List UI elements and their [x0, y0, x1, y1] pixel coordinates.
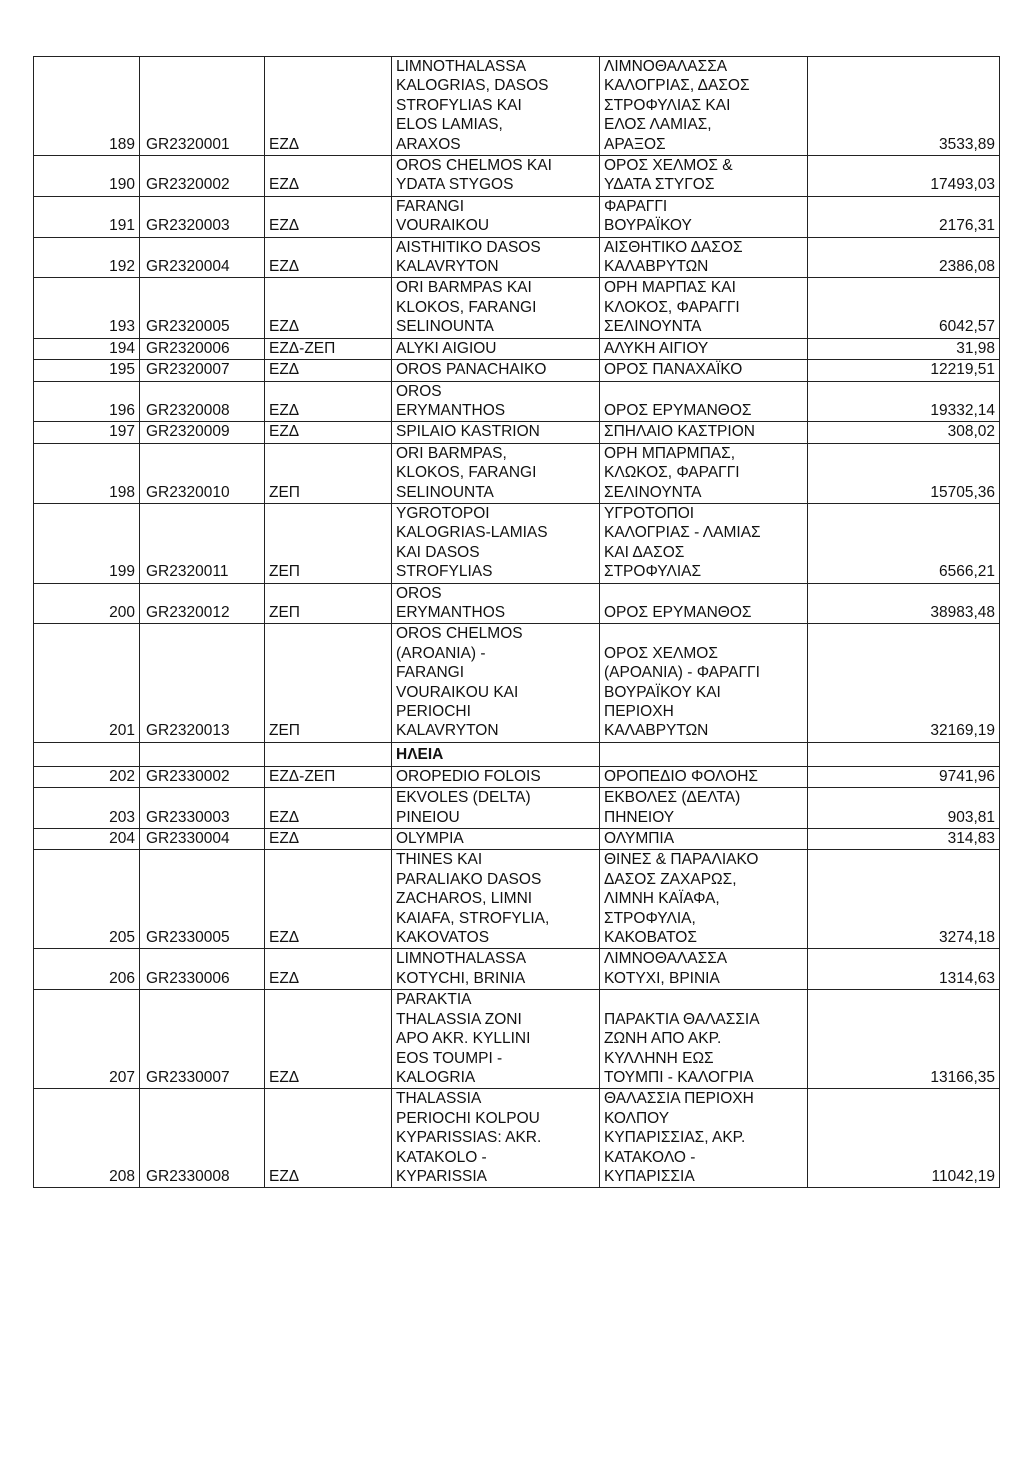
- latin-name-cell: AISTHITIKO DASOS KALAVRYTON: [392, 237, 600, 278]
- site-code-cell: GR2320007: [140, 360, 265, 381]
- latin-name-cell: SPILAIO KASTRION: [392, 422, 600, 443]
- site-code-cell: GR2320004: [140, 237, 265, 278]
- area-cell: 2386,08: [808, 237, 1000, 278]
- table-row: [34, 57, 1000, 156]
- greek-name-cell: ΟΡΟΣ ΠΑΝΑΧΑΪΚΟ: [600, 360, 808, 381]
- table-row: [34, 503, 1000, 583]
- site-type-cell: ΖΕΠ: [265, 583, 392, 624]
- area-cell: 15705,36: [808, 443, 1000, 503]
- greek-name-cell: ΟΡΟΣ ΕΡΥΜΑΝΘΟΣ: [600, 583, 808, 624]
- row-number-cell: 205: [34, 850, 140, 949]
- row-number-cell: 190: [34, 156, 140, 197]
- greek-name-cell: ΦΑΡΑΓΓΙ ΒΟΥΡΑΪΚΟΥ: [600, 196, 808, 237]
- site-type-cell: ΖΕΠ: [265, 503, 392, 583]
- area-cell: 6042,57: [808, 278, 1000, 338]
- greek-name-cell: ΟΡΟΣ ΕΡΥΜΑΝΘΟΣ: [600, 381, 808, 422]
- row-number-cell: 193: [34, 278, 140, 338]
- site-code-cell: GR2320010: [140, 443, 265, 503]
- site-code-cell: GR2330007: [140, 990, 265, 1089]
- row-number-cell: [34, 742, 140, 766]
- latin-name-cell: ORI BARMPAS KAI KLOKOS, FARANGI SELINOUNTA: [392, 278, 600, 338]
- site-code-cell: GR2320013: [140, 624, 265, 742]
- greek-name-cell: ΟΡΟΣ ΧΕΛΜΟΣ (ΑΡΟΑΝΙΑ) - ΦΑΡΑΓΓΙ ΒΟΥΡΑΪΚΟΥ ΚΑΙ ΠΕΡΙΟΧΗ ΚΑΛΑΒΡΥΤΩΝ: [600, 624, 808, 742]
- area-cell: 38983,48: [808, 583, 1000, 624]
- latin-name-cell: OROPEDIO FOLOIS: [392, 766, 600, 787]
- area-cell: 308,02: [808, 422, 1000, 443]
- site-code-cell: GR2320011: [140, 503, 265, 583]
- site-code-cell: GR2330002: [140, 766, 265, 787]
- latin-name-cell: EKVOLES (DELTA) PINEIOU: [392, 788, 600, 829]
- table-row: [34, 237, 1000, 278]
- area-cell: 17493,03: [808, 156, 1000, 197]
- table-row: [34, 381, 1000, 422]
- table-row: [34, 338, 1000, 359]
- row-number-cell: 206: [34, 949, 140, 990]
- site-type-cell: ΕΖΔ: [265, 278, 392, 338]
- latin-name-cell: FARANGI VOURAIKOU: [392, 196, 600, 237]
- site-code-cell: GR2320006: [140, 338, 265, 359]
- table-row: [34, 196, 1000, 237]
- latin-name-cell: OROS PANACHAIKO: [392, 360, 600, 381]
- latin-name-cell: YGROTOPOI KALOGRIAS-LAMIAS KAI DASOS STROFYLIAS: [392, 503, 600, 583]
- table-row: [34, 766, 1000, 787]
- site-type-cell: [265, 742, 392, 766]
- table-body: [34, 57, 1000, 1188]
- latin-name-cell: OROS CHELMOS (AROANIA) - FARANGI VOURAIKOU KAI PERIOCHI KALAVRYTON: [392, 624, 600, 742]
- table-row: [34, 583, 1000, 624]
- latin-name-cell: ORI BARMPAS, KLOKOS, FARANGI SELINOUNTA: [392, 443, 600, 503]
- greek-name-cell: ΘΑΛΑΣΣΙΑ ΠΕΡΙΟΧΗ ΚΟΛΠΟΥ ΚΥΠΑΡΙΣΣΙΑΣ, ΑΚΡ. ΚΑΤΑΚΟΛΟ - ΚΥΠΑΡΙΣΣΙΑ: [600, 1089, 808, 1188]
- site-type-cell: ΕΖΔ-ΖΕΠ: [265, 766, 392, 787]
- site-code-cell: GR2330003: [140, 788, 265, 829]
- row-number-cell: 197: [34, 422, 140, 443]
- table-row: [34, 949, 1000, 990]
- table-row: [34, 443, 1000, 503]
- site-type-cell: ΕΖΔ: [265, 237, 392, 278]
- row-number-cell: 191: [34, 196, 140, 237]
- row-number-cell: 204: [34, 829, 140, 850]
- site-type-cell: ΕΖΔ: [265, 850, 392, 949]
- latin-name-cell: OROS ERYMANTHOS: [392, 381, 600, 422]
- greek-name-cell: ΛΙΜΝΟΘΑΛΑΣΣΑ ΚΟΤΥΧΙ, ΒΡΙΝΙΑ: [600, 949, 808, 990]
- table-row: [34, 156, 1000, 197]
- sites-table: [33, 56, 1000, 1188]
- area-cell: 903,81: [808, 788, 1000, 829]
- row-number-cell: 202: [34, 766, 140, 787]
- site-code-cell: GR2330005: [140, 850, 265, 949]
- row-number-cell: 200: [34, 583, 140, 624]
- table-row: [34, 829, 1000, 850]
- site-code-cell: GR2330008: [140, 1089, 265, 1188]
- site-code-cell: [140, 742, 265, 766]
- site-type-cell: ΕΖΔ-ΖΕΠ: [265, 338, 392, 359]
- site-type-cell: ΕΖΔ: [265, 1089, 392, 1188]
- row-number-cell: 199: [34, 503, 140, 583]
- area-cell: 6566,21: [808, 503, 1000, 583]
- site-type-cell: ΕΖΔ: [265, 156, 392, 197]
- greek-name-cell: ΥΓΡΟΤΟΠΟΙ ΚΑΛΟΓΡΙΑΣ - ΛΑΜΙΑΣ ΚΑΙ ΔΑΣΟΣ ΣΤΡΟΦΥΛΙΑΣ: [600, 503, 808, 583]
- area-cell: 13166,35: [808, 990, 1000, 1089]
- greek-name-cell: ΑΙΣΘΗΤΙΚΟ ΔΑΣΟΣ ΚΑΛΑΒΡΥΤΩΝ: [600, 237, 808, 278]
- site-type-cell: ΕΖΔ: [265, 788, 392, 829]
- table-row: [34, 624, 1000, 742]
- site-type-cell: ΕΖΔ: [265, 381, 392, 422]
- greek-name-cell: ΑΛΥΚΗ ΑΙΓΙΟΥ: [600, 338, 808, 359]
- area-cell: 3533,89: [808, 57, 1000, 156]
- site-type-cell: ΖΕΠ: [265, 624, 392, 742]
- site-type-cell: ΕΖΔ: [265, 829, 392, 850]
- site-code-cell: GR2320008: [140, 381, 265, 422]
- section-label: ΗΛΕΙΑ: [392, 742, 600, 766]
- area-cell: 2176,31: [808, 196, 1000, 237]
- site-type-cell: ΕΖΔ: [265, 990, 392, 1089]
- site-type-cell: ΕΖΔ: [265, 57, 392, 156]
- greek-name-cell: ΘΙΝΕΣ & ΠΑΡΑΛΙΑΚΟ ΔΑΣΟΣ ΖΑΧΑΡΩΣ, ΛΙΜΝΗ ΚΑΪΑΦΑ, ΣΤΡΟΦΥΛΙΑ, ΚΑΚΟΒΑΤΟΣ: [600, 850, 808, 949]
- row-number-cell: 189: [34, 57, 140, 156]
- latin-name-cell: THALASSIA PERIOCHI KOLPOU KYPARISSIAS: AKR. KATAKOLO - KYPARISSIA: [392, 1089, 600, 1188]
- site-code-cell: GR2320001: [140, 57, 265, 156]
- latin-name-cell: LIMNOTHALASSA KALOGRIAS, DASOS STROFYLIAS KAI ELOS LAMIAS, ARAXOS: [392, 57, 600, 156]
- site-code-cell: GR2320003: [140, 196, 265, 237]
- latin-name-cell: OLYMPIA: [392, 829, 600, 850]
- site-code-cell: GR2330006: [140, 949, 265, 990]
- table-row: [34, 422, 1000, 443]
- area-cell: [808, 742, 1000, 766]
- site-type-cell: ΖΕΠ: [265, 443, 392, 503]
- row-number-cell: 203: [34, 788, 140, 829]
- greek-name-cell: [600, 742, 808, 766]
- area-cell: 12219,51: [808, 360, 1000, 381]
- latin-name-cell: PARAKTIA THALASSIA ZONI APO AKR. KYLLINI EOS TOUMPI - KALOGRIA: [392, 990, 600, 1089]
- row-number-cell: 201: [34, 624, 140, 742]
- table-row: [34, 1089, 1000, 1188]
- table-row: [34, 360, 1000, 381]
- row-number-cell: 198: [34, 443, 140, 503]
- site-code-cell: GR2320012: [140, 583, 265, 624]
- site-code-cell: GR2320005: [140, 278, 265, 338]
- greek-name-cell: ΟΡΗ ΜΑΡΠΑΣ ΚΑΙ ΚΛΟΚΟΣ, ΦΑΡΑΓΓΙ ΣΕΛΙΝΟΥΝΤΑ: [600, 278, 808, 338]
- table-row: [34, 278, 1000, 338]
- area-cell: 3274,18: [808, 850, 1000, 949]
- area-cell: 19332,14: [808, 381, 1000, 422]
- latin-name-cell: LIMNOTHALASSA KOTYCHI, BRINIA: [392, 949, 600, 990]
- row-number-cell: 208: [34, 1089, 140, 1188]
- site-code-cell: GR2320002: [140, 156, 265, 197]
- table-row: [34, 850, 1000, 949]
- site-type-cell: ΕΖΔ: [265, 196, 392, 237]
- greek-name-cell: ΠΑΡΑΚΤΙΑ ΘΑΛΑΣΣΙΑ ΖΩΝΗ ΑΠΟ ΑΚΡ. ΚΥΛΛΗΝΗ ΕΩΣ ΤΟΥΜΠΙ - ΚΑΛΟΓΡΙΑ: [600, 990, 808, 1089]
- area-cell: 32169,19: [808, 624, 1000, 742]
- row-number-cell: 192: [34, 237, 140, 278]
- greek-name-cell: ΛΙΜΝΟΘΑΛΑΣΣΑ ΚΑΛΟΓΡΙΑΣ, ΔΑΣΟΣ ΣΤΡΟΦΥΛΙΑΣ ΚΑΙ ΕΛΟΣ ΛΑΜΙΑΣ, ΑΡΑΞΟΣ: [600, 57, 808, 156]
- row-number-cell: 194: [34, 338, 140, 359]
- row-number-cell: 195: [34, 360, 140, 381]
- row-number-cell: 196: [34, 381, 140, 422]
- area-cell: 9741,96: [808, 766, 1000, 787]
- greek-name-cell: ΕΚΒΟΛΕΣ (ΔΕΛΤΑ) ΠΗΝΕΙΟΥ: [600, 788, 808, 829]
- latin-name-cell: OROS ERYMANTHOS: [392, 583, 600, 624]
- section-row: [34, 742, 1000, 766]
- table-row: [34, 990, 1000, 1089]
- greek-name-cell: ΟΛΥΜΠΙΑ: [600, 829, 808, 850]
- table-row: [34, 788, 1000, 829]
- area-cell: 1314,63: [808, 949, 1000, 990]
- latin-name-cell: ALYKI AIGIOU: [392, 338, 600, 359]
- latin-name-cell: THINES KAI PARALIAKO DASOS ZACHAROS, LIMNI KAIAFA, STROFYLIA, KAKOVATOS: [392, 850, 600, 949]
- site-type-cell: ΕΖΔ: [265, 422, 392, 443]
- site-code-cell: GR2330004: [140, 829, 265, 850]
- latin-name-cell: OROS CHELMOS KAI YDATA STYGOS: [392, 156, 600, 197]
- area-cell: 314,83: [808, 829, 1000, 850]
- greek-name-cell: ΟΡΗ ΜΠΑΡΜΠΑΣ, ΚΛΩΚΟΣ, ΦΑΡΑΓΓΙ ΣΕΛΙΝΟΥΝΤΑ: [600, 443, 808, 503]
- greek-name-cell: ΟΡΟΠΕΔΙΟ ΦΟΛΟΗΣ: [600, 766, 808, 787]
- greek-name-cell: ΟΡΟΣ ΧΕΛΜΟΣ & ΥΔΑΤΑ ΣΤΥΓΟΣ: [600, 156, 808, 197]
- site-code-cell: GR2320009: [140, 422, 265, 443]
- area-cell: 11042,19: [808, 1089, 1000, 1188]
- site-type-cell: ΕΖΔ: [265, 360, 392, 381]
- area-cell: 31,98: [808, 338, 1000, 359]
- greek-name-cell: ΣΠΗΛΑΙΟ ΚΑΣΤΡΙΟΝ: [600, 422, 808, 443]
- row-number-cell: 207: [34, 990, 140, 1089]
- site-type-cell: ΕΖΔ: [265, 949, 392, 990]
